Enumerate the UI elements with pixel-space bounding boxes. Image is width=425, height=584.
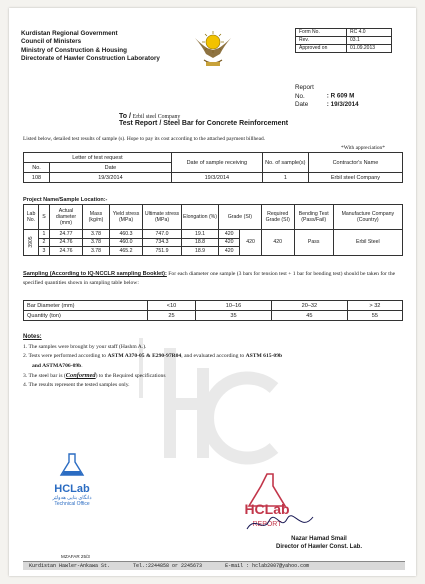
diameter-range: 20–32 (271, 301, 347, 311)
recipient-name: Erbil steel Company (132, 114, 181, 120)
table-row (24, 311, 403, 321)
elongation-header: Elongation (%) (182, 205, 219, 230)
diameter-label: Bar Diameter (mm) (24, 301, 148, 311)
form-label: Approved on (296, 45, 347, 53)
diameter-header: Actual diameter (mm) (50, 205, 83, 230)
cell-s: 2 (39, 238, 50, 247)
lab-no (24, 230, 39, 256)
form-row (296, 37, 392, 45)
no-header: No. (24, 163, 50, 173)
manufacture-header: Manufacture Company (Country) (333, 205, 402, 230)
footer-bar (23, 561, 405, 570)
quantity-value: 45 (271, 311, 347, 321)
letter-header: Letter of test request (24, 153, 172, 163)
cell-grade: 420 (219, 230, 240, 239)
org-line-3: Ministry of Construction & Housing (21, 46, 127, 54)
cell-yield: 460.3 (110, 230, 143, 239)
note-3: 3. The steel bar is (Conformed) to the Required specifications (23, 371, 166, 379)
cell-yield: 465.2 (110, 247, 143, 256)
org-line-1: Kurdistan Regional Government (21, 30, 118, 37)
table-row (24, 230, 403, 239)
note-1: 1. The samples were brought by your staff (Hashm A.). (23, 344, 147, 350)
report-no-label: Report No. (295, 84, 314, 100)
form-row (296, 45, 392, 53)
grade-group: 420 (240, 230, 261, 256)
ultimate-header: Ultimate stress (MPa) (143, 205, 182, 230)
quantity-value: 25 (148, 311, 196, 321)
cell-elongation: 19.1 (182, 230, 219, 239)
request-date: 19/3/2014 (50, 173, 172, 183)
footer-address: Kurdistan Hawler-Ankawa St. (29, 563, 111, 569)
quantity-value: 35 (196, 311, 272, 321)
note-2-cont: and ASTMA706-09b. (32, 362, 83, 369)
cell-s: 1 (39, 230, 50, 239)
cell-ultimate: 747.0 (143, 230, 182, 239)
footer-email: E-mail : hclab2007@yahoo.com (225, 563, 310, 569)
appreciation-text: *With appreciation* (341, 145, 385, 151)
cell-mass: 3.78 (83, 238, 110, 247)
notes-heading: Notes: (23, 334, 42, 340)
diameter-range: 10–16 (196, 301, 272, 311)
lab-flask-icon (57, 452, 87, 478)
required-grade: 420 (261, 230, 294, 256)
lab-no-header: Lab No. (24, 205, 39, 230)
required-grade-header: Required Grade (SI) (261, 205, 294, 230)
contractor-header: Contractor's Name (308, 153, 402, 173)
samples-header: No. of sample(s) (262, 153, 308, 173)
yield-header: Yield stress (MPa) (110, 205, 143, 230)
cell-grade: 420 (219, 238, 240, 247)
sampling-paragraph (23, 270, 403, 288)
cell-mass: 3.78 (83, 230, 110, 239)
quantity-label: Quantity (ton) (24, 311, 148, 321)
table-row (24, 301, 403, 311)
form-row (296, 29, 392, 37)
cell-diameter: 24.76 (50, 247, 83, 256)
cell-diameter: 24.76 (50, 238, 83, 247)
bending-result: Pass (294, 230, 333, 256)
cell-grade: 420 (219, 247, 240, 256)
form-label: Form No. (296, 29, 347, 37)
request-no: 108 (24, 173, 50, 183)
sampling-heading: Sampling (According to IQ-NCCLR sampling Booklet): (23, 271, 167, 277)
notes-list (23, 343, 403, 390)
director-block (239, 536, 399, 552)
logo-arabic: دانگای بنایی هەولێر (52, 496, 92, 501)
report-page (9, 8, 416, 576)
stamp-text: REPORT (252, 521, 282, 528)
signature-icon (245, 513, 315, 535)
form-value: 03.1 (347, 37, 392, 45)
cell-s: 3 (39, 247, 50, 256)
form-value: RC 4.0 (347, 29, 392, 37)
results-table (23, 204, 403, 256)
sample-count: 1 (262, 173, 308, 183)
report-date: : 19/3/2014 (326, 101, 359, 108)
grade-header: Grade (SI) (219, 205, 262, 230)
sampling-table (23, 300, 403, 321)
note-4: 4. The results represent the tested samples only. (23, 382, 130, 389)
cell-ultimate: 751.9 (143, 247, 182, 256)
org-line-4: Directorate of Hawler Construction Laboratory (21, 55, 160, 63)
organization-header (21, 30, 160, 64)
form-value: 01.09.2013 (347, 45, 392, 53)
request-table (23, 152, 403, 183)
footer-tel: Tel.:2244858 or 2245673 (133, 563, 203, 569)
diameter-range: > 32 (347, 301, 402, 311)
form-info-table (295, 28, 392, 53)
kurdistan-emblem-icon (192, 24, 234, 70)
report-no: : R 609 M (326, 92, 355, 100)
quantity-value: 55 (347, 311, 402, 321)
report-info (295, 84, 359, 110)
director-title: Director of Hawler Const. Lab. (275, 543, 362, 550)
cell-elongation: 18.9 (182, 247, 219, 256)
s-header: S (39, 205, 50, 230)
sampling-text: For each diameter one sample (3 bars for tension test + 1 bar for bending test) should be taken for the specified quantities shown in sampling table below: (23, 271, 396, 286)
project-line: Project Name/Sample Location:- (23, 197, 108, 203)
contractor-name: Erbil steel Company (308, 173, 402, 183)
intro-text: Listed below, detailed test results of sample (s). Hope to pay its cost according to the attached payment billhead. (23, 136, 266, 142)
cell-diameter: 24.77 (50, 230, 83, 239)
diameter-range: <10 (148, 301, 196, 311)
org-line-2: Council of Ministers (21, 38, 82, 46)
date-header: Date (50, 163, 172, 173)
logo-name: HCLab (54, 483, 90, 495)
logo-caption: Technical Office (54, 501, 90, 507)
date-label: Date (295, 101, 309, 108)
director-name: Nazar Hamad Smail (291, 536, 347, 542)
manufacture-company: Erbil Steel (333, 230, 402, 256)
report-title: Test Report / Steel Bar for Concrete Reinforcement (119, 120, 289, 127)
mzafar-note: MZAFAR 25/3 (61, 554, 90, 559)
cell-ultimate: 734.3 (143, 238, 182, 247)
receiving-date: 19/3/2014 (171, 173, 262, 183)
bending-header: Bending Test (Pass/Fail) (294, 205, 333, 230)
note-2: 2. Tests were performed according to ASTM A370-05 & E290-97R04, and evaluated according to ASTM 615-09b (23, 353, 283, 360)
stamp-name: HCLab (244, 501, 290, 517)
lab-no-value: 3905 (28, 236, 34, 248)
to-label: To / (119, 113, 131, 120)
cell-elongation: 18.8 (182, 238, 219, 247)
cell-yield: 460.0 (110, 238, 143, 247)
form-label: Rev. (296, 37, 347, 45)
technical-office-logo (33, 452, 111, 507)
table-row (24, 173, 403, 183)
mass-header: Mass (kg/m) (83, 205, 110, 230)
cell-mass: 3.78 (83, 247, 110, 256)
receiving-header: Date of sample receiving (171, 153, 262, 173)
